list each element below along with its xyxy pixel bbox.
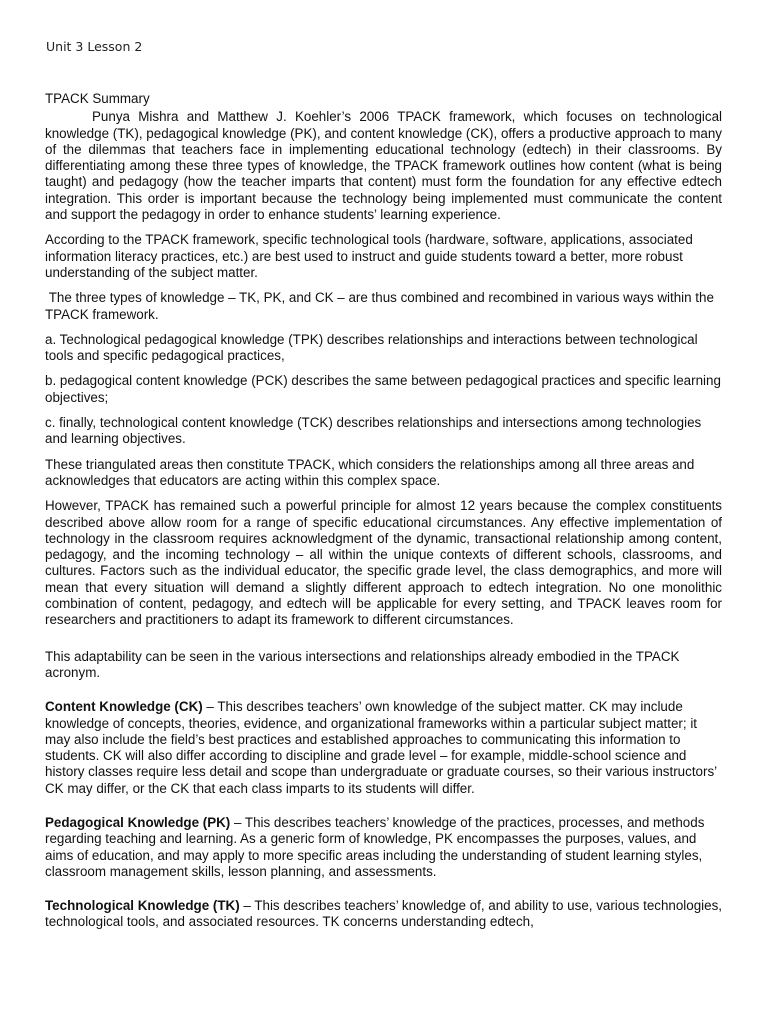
technological-knowledge-term: Technological Knowledge (TK) <box>45 898 240 914</box>
list-item-tck: c. finally, technological content knowledge (TCK) describes relationships and intersections among technologies and learning objectives. <box>45 415 702 447</box>
content-knowledge-text: – This describes teachers’ own knowledge of the subject matter. CK may include knowledge of concepts, theories, evidence, and organizational frameworks within a particular subject matter; it may also include the field’s best practices and established approaches to communicating this information to students. CK will also differ according to discipline and grade level – for example, middle-school science and history classes require less detail and scope than undergraduate or graduate courses, so their various instructors’ CK may differ, or the CK that each class imparts to its students will differ. <box>45 699 717 796</box>
list-item-tpk: a. Technological pedagogical knowledge (TPK) describes relationships and interactions between technological tools and specific pedagogical practices, <box>45 331 698 364</box>
three-types-paragraph: The three types of knowledge – TK, PK, and CK – are thus combined and recombined in various ways within the TPACK framework. <box>45 290 718 322</box>
however-paragraph: However, TPACK has remained such a powerful principle for almost 12 years because the complex constituents described above allow room for a range of specific educational circumstances. Any effective implementation of technology in the classroom requires acknowledgment of the dynamic, transactional relationship among content, pedagogy, and the incoming technology – all within the unique contexts of different schools, classrooms, and cultures. Factors such as the individual educator, the specific grade level, the class demographics, and more will mean that every situation will demand a slightly different approach to edtech integration. No one monolithic combination of content, pedagogy, and edtech will be applicable for every setting, and TPACK leaves room for researchers and practitioners to adapt its framework to different circumstances. <box>45 498 722 628</box>
triangulated-paragraph: These triangulated areas then constitute TPACK, which considers the relationships among all three areas and acknowledges that educators are acting within this complex space. <box>45 456 695 488</box>
document-body <box>45 91 722 940</box>
content-knowledge-term: Content Knowledge (CK) <box>45 699 203 715</box>
pedagogical-knowledge-text: – This describes teachers’ knowledge of the practices, processes, and methods regarding teaching and learning. As a generic form of knowledge, PK encompasses the purposes, values, and aims of education, and may apply to more specific areas including the understanding of student learning styles, classroom management skills, lesson planning, and assessments. <box>45 814 705 879</box>
document-title: TPACK Summary <box>45 91 150 106</box>
framework-paragraph: According to the TPACK framework, specific technological tools (hardware, software, applications, associated information literacy practices, etc.) are best used to instruct and guide students toward a better, more robust understanding of the subject matter. <box>45 232 693 280</box>
technological-knowledge-text: – This describes teachers’ knowledge of, and ability to use, various technologies, technological tools, and associated resources. TK concerns understanding edtech, <box>45 898 723 930</box>
pedagogical-knowledge-section <box>45 815 722 880</box>
technological-knowledge-section <box>45 898 722 931</box>
adaptability-paragraph: This adaptability can be seen in the various intersections and relationships already embodied in the TPACK acronym. <box>45 648 680 680</box>
list-item-pck: b. pedagogical content knowledge (PCK) describes the same between pedagogical practices and specific learning objectives; <box>45 373 721 405</box>
content-knowledge-section <box>45 699 722 797</box>
intro-paragraph: Punya Mishra and Matthew J. Koehler’s 2006 TPACK framework, which focuses on technological knowledge (TK), pedagogical knowledge (PK), and content knowledge (CK), offers a productive approach to many of the dilemmas that teachers face in implementing educational technology (edtech) in their classrooms. By differentiating among these three types of knowledge, the TPACK framework outlines how content (what is being taught) and pedagogy (how the teacher imparts that content) must form the foundation for any effective edtech integration. This order is important because the technology being implemented must communicate the content and support the pedagogy in order to enhance students’ learning experience. <box>45 109 722 223</box>
lesson-header: Unit 3 Lesson 2 <box>46 39 143 54</box>
pedagogical-knowledge-term: Pedagogical Knowledge (PK) <box>45 814 231 830</box>
